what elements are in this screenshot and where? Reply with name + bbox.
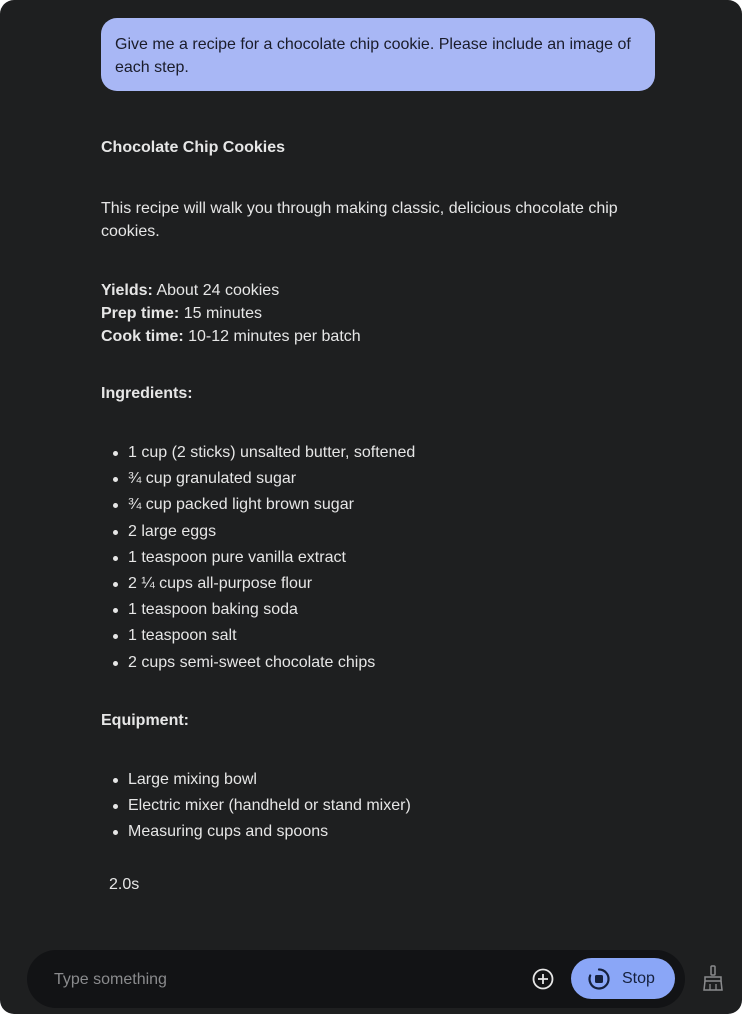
meta-value: 10-12 minutes per batch bbox=[188, 328, 361, 345]
meta-label: Yields: bbox=[101, 282, 153, 299]
ingredients-list bbox=[101, 440, 415, 676]
recipe-intro: This recipe will walk you through making classic, delicious chocolate chip cookies. bbox=[101, 200, 618, 240]
message-input-bar bbox=[27, 950, 685, 1008]
meta-cook-time bbox=[101, 325, 361, 348]
list-item: 1 teaspoon salt bbox=[101, 623, 415, 649]
equipment-list bbox=[101, 767, 411, 846]
elapsed-time: 2.0s bbox=[109, 876, 140, 893]
recipe-meta bbox=[101, 279, 361, 348]
list-item: 2 large eggs bbox=[101, 519, 415, 545]
user-message-text: Give me a recipe for a chocolate chip cookie. Please include an image of each step. bbox=[115, 36, 631, 76]
recipe-title: Chocolate Chip Cookies bbox=[101, 139, 286, 156]
message-input[interactable] bbox=[52, 967, 496, 993]
list-item: Large mixing bowl bbox=[101, 767, 411, 793]
user-message-bubble bbox=[101, 18, 655, 91]
list-item: ¾ cup granulated sugar bbox=[101, 466, 415, 492]
list-item: Measuring cups and spoons bbox=[101, 819, 411, 845]
stop-circle-icon bbox=[587, 967, 611, 991]
meta-value: 15 minutes bbox=[183, 305, 262, 322]
list-item: Electric mixer (handheld or stand mixer) bbox=[101, 793, 411, 819]
list-item: 1 cup (2 sticks) unsalted butter, softened bbox=[101, 440, 415, 466]
meta-label: Prep time: bbox=[101, 305, 180, 322]
list-item: 1 teaspoon baking soda bbox=[101, 597, 415, 623]
stop-button[interactable] bbox=[571, 958, 675, 999]
broom-icon[interactable] bbox=[701, 965, 725, 991]
plus-circle-icon[interactable] bbox=[531, 967, 555, 991]
list-item: 2 cups semi-sweet chocolate chips bbox=[101, 650, 415, 676]
list-item: 1 teaspoon pure vanilla extract bbox=[101, 545, 415, 571]
list-item: 2 ¼ cups all-purpose flour bbox=[101, 571, 415, 597]
stop-label: Stop bbox=[622, 970, 655, 987]
equipment-heading: Equipment: bbox=[101, 712, 189, 729]
ingredients-heading: Ingredients: bbox=[101, 385, 193, 402]
list-item: ¾ cup packed light brown sugar bbox=[101, 492, 415, 518]
meta-yields bbox=[101, 279, 361, 302]
meta-label: Cook time: bbox=[101, 328, 184, 345]
meta-prep-time bbox=[101, 302, 361, 325]
meta-value: About 24 cookies bbox=[156, 282, 280, 299]
